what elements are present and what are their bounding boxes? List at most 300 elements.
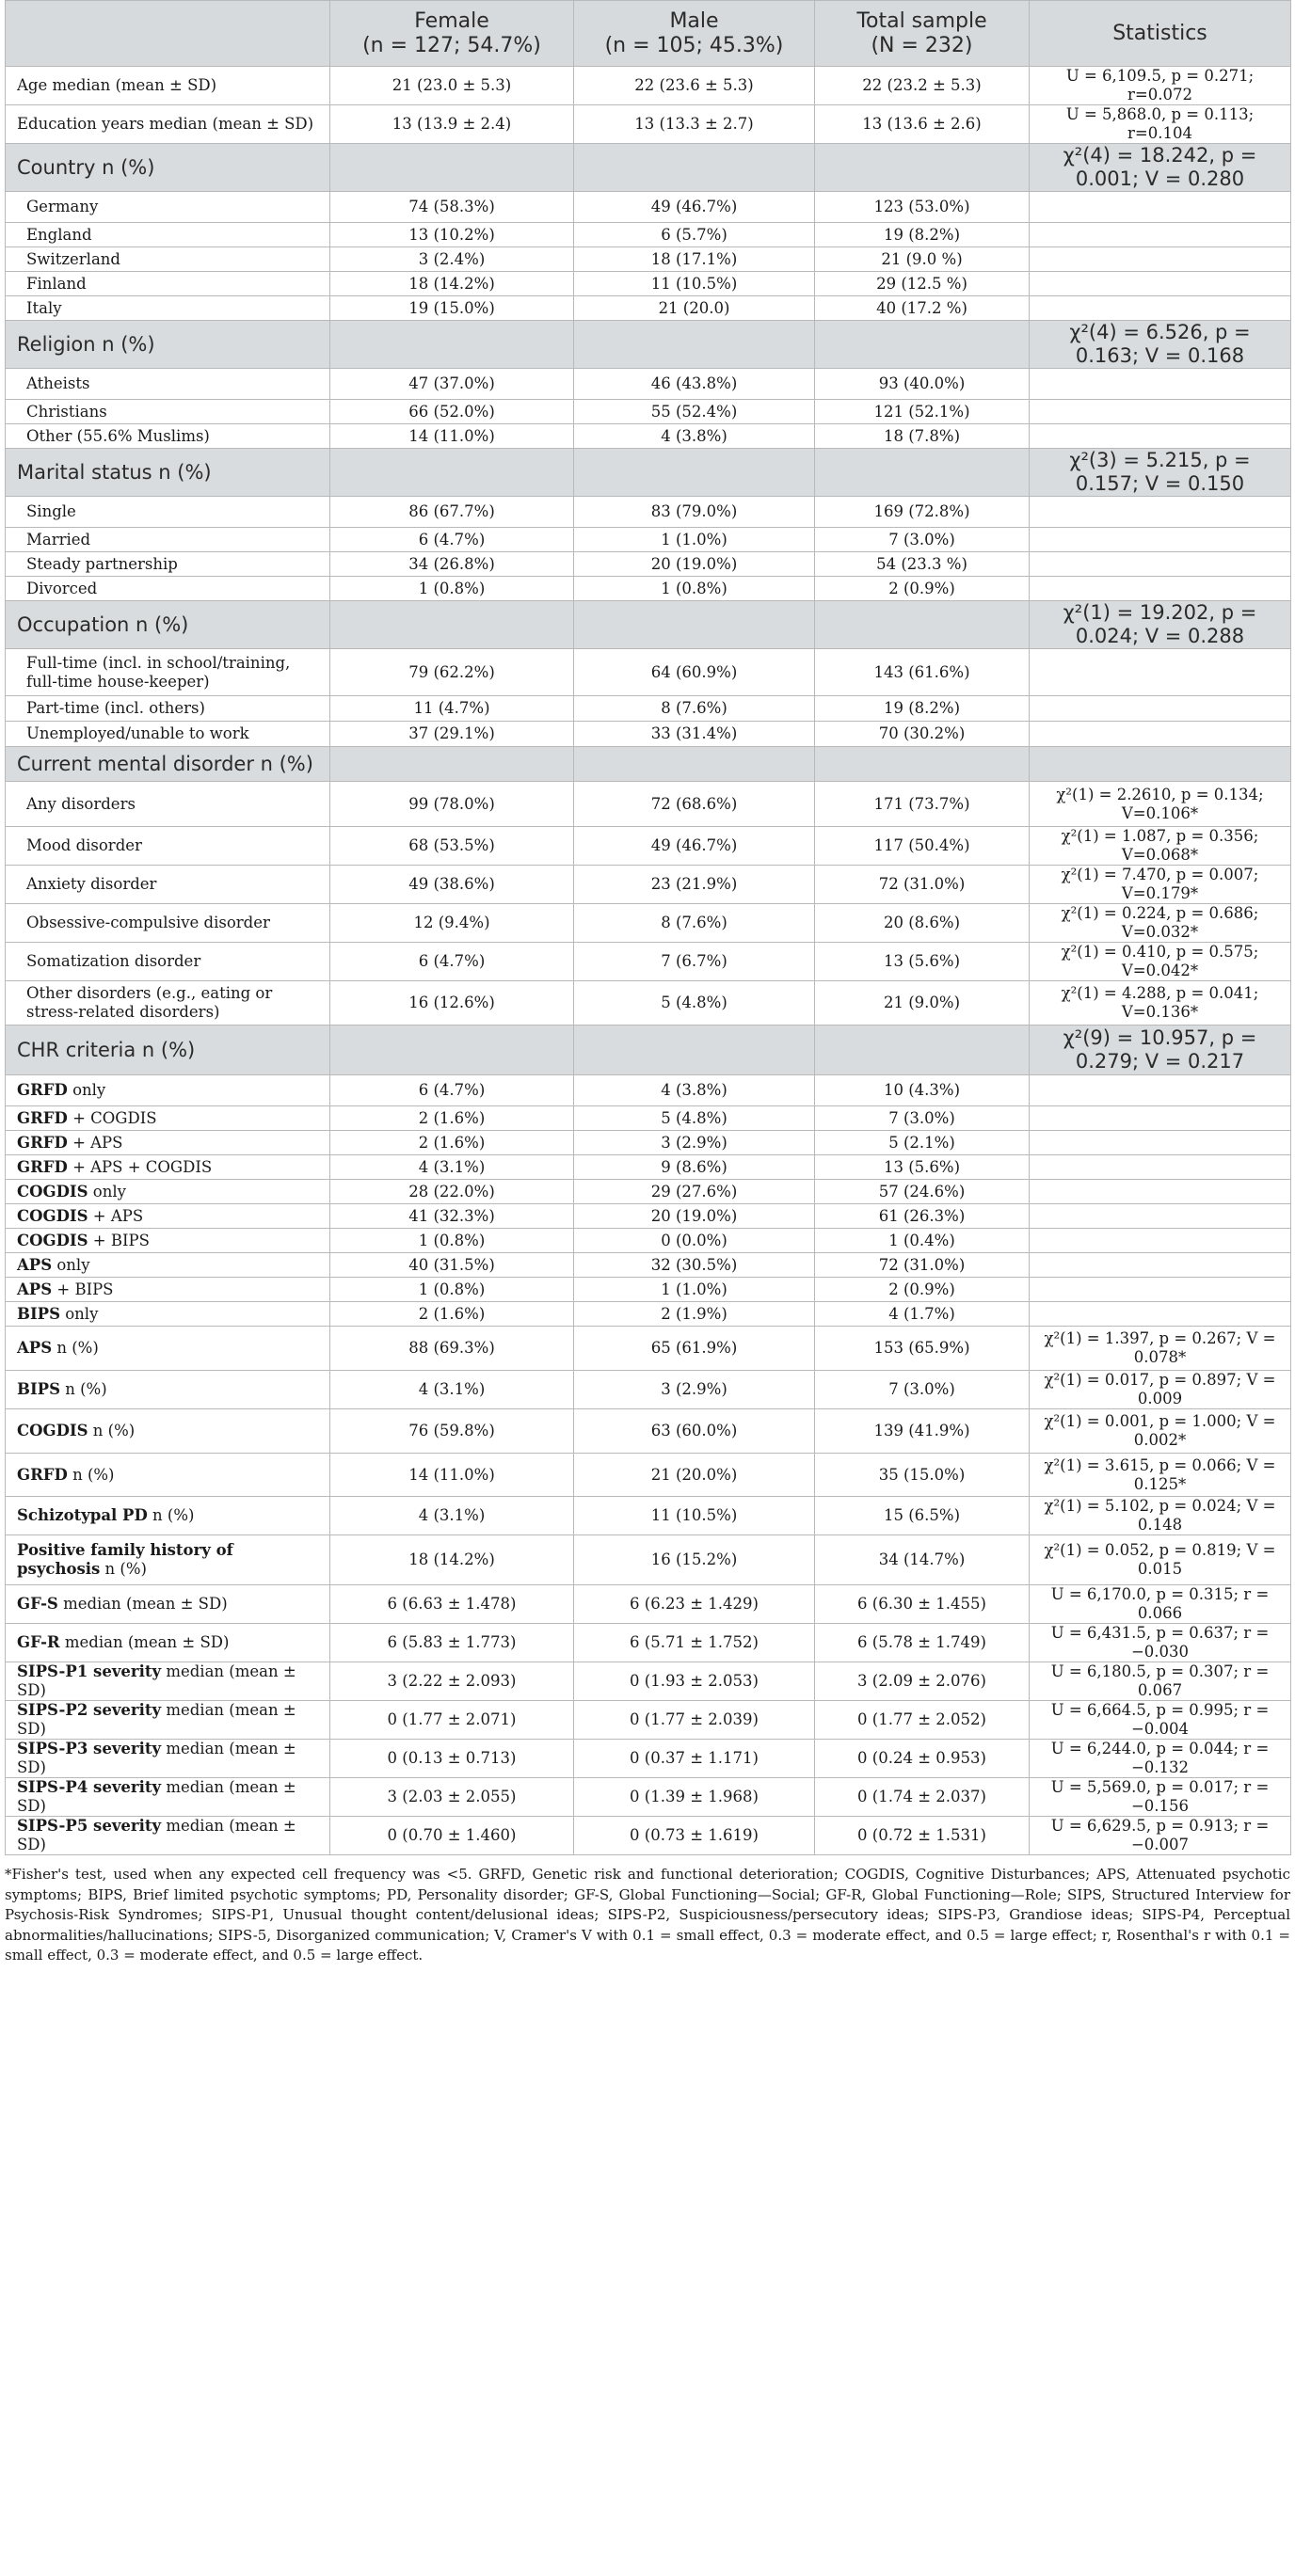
total-cell: 117 (50.4%) — [815, 827, 1030, 866]
female-cell — [330, 1026, 574, 1075]
female-cell: 18 (14.2%) — [330, 272, 574, 296]
female-cell — [330, 601, 574, 649]
table-row — [6, 400, 1291, 424]
table-row — [6, 1229, 1291, 1253]
male-cell: 1 (1.0%) — [574, 1278, 815, 1302]
male-cell: 13 (13.3 ± 2.7) — [574, 105, 815, 144]
total-cell: 10 (4.3%) — [815, 1075, 1030, 1106]
table-row — [6, 192, 1291, 223]
row-label: Other disorders (e.g., eating or stress-related disorders) — [6, 981, 330, 1026]
table-row — [6, 1662, 1291, 1701]
row-label: Any disorders — [6, 782, 330, 827]
total-cell: 121 (52.1%) — [815, 400, 1030, 424]
table-row — [6, 1409, 1291, 1454]
statistics-cell — [1030, 1180, 1291, 1204]
male-cell: 8 (7.6%) — [574, 696, 815, 722]
female-cell: 18 (14.2%) — [330, 1535, 574, 1585]
male-cell — [574, 601, 815, 649]
statistics-cell — [1030, 424, 1291, 449]
total-cell: 139 (41.9%) — [815, 1409, 1030, 1454]
total-cell: 169 (72.8%) — [815, 497, 1030, 528]
female-cell: 3 (2.03 ± 2.055) — [330, 1778, 574, 1817]
male-cell: 72 (68.6%) — [574, 782, 815, 827]
statistics-cell: χ²(1) = 7.470, p = 0.007; V=0.179* — [1030, 866, 1291, 904]
statistics-cell — [1030, 1302, 1291, 1327]
row-label: APS only — [6, 1253, 330, 1278]
header-male-n: (n = 105; 45.3%) — [604, 33, 784, 57]
row-label: COGDIS n (%) — [6, 1409, 330, 1454]
table-row — [6, 369, 1291, 400]
female-cell: 47 (37.0%) — [330, 369, 574, 400]
female-cell — [330, 144, 574, 192]
male-cell: 5 (4.8%) — [574, 981, 815, 1026]
male-cell: 21 (20.0) — [574, 296, 815, 321]
row-label: BIPS n (%) — [6, 1371, 330, 1409]
table-row — [6, 528, 1291, 552]
statistics-cell — [1030, 223, 1291, 247]
total-cell: 4 (1.7%) — [815, 1302, 1030, 1327]
statistics-cell — [1030, 747, 1291, 782]
statistics-cell: χ²(4) = 18.242, p = 0.001; V = 0.280 — [1030, 144, 1291, 192]
header-female — [330, 1, 574, 67]
header-male — [574, 1, 815, 67]
total-cell: 22 (23.2 ± 5.3) — [815, 67, 1030, 105]
row-label: SIPS-P3 severity median (mean ± SD) — [6, 1740, 330, 1778]
statistics-cell: U = 6,180.5, p = 0.307; r = 0.067 — [1030, 1662, 1291, 1701]
statistics-cell: χ²(1) = 1.087, p = 0.356; V=0.068* — [1030, 827, 1291, 866]
header-row — [6, 1, 1291, 67]
table-row — [6, 272, 1291, 296]
total-cell: 1 (0.4%) — [815, 1229, 1030, 1253]
statistics-cell: U = 6,244.0, p = 0.044; r = −0.132 — [1030, 1740, 1291, 1778]
female-cell: 88 (69.3%) — [330, 1327, 574, 1371]
male-cell: 3 (2.9%) — [574, 1371, 815, 1409]
row-label: Atheists — [6, 369, 330, 400]
total-cell: 0 (1.77 ± 2.052) — [815, 1701, 1030, 1740]
male-cell: 29 (27.6%) — [574, 1180, 815, 1204]
row-label: COGDIS + BIPS — [6, 1229, 330, 1253]
female-cell: 2 (1.6%) — [330, 1106, 574, 1131]
statistics-cell: U = 6,109.5, p = 0.271; r=0.072 — [1030, 67, 1291, 105]
statistics-cell — [1030, 1278, 1291, 1302]
statistics-cell — [1030, 192, 1291, 223]
male-cell: 6 (6.23 ± 1.429) — [574, 1585, 815, 1624]
male-cell: 49 (46.7%) — [574, 192, 815, 223]
statistics-cell — [1030, 577, 1291, 601]
statistics-cell: χ²(1) = 0.410, p = 0.575; V=0.042* — [1030, 943, 1291, 981]
section-row — [6, 1026, 1291, 1075]
statistics-cell: U = 5,569.0, p = 0.017; r = −0.156 — [1030, 1778, 1291, 1817]
table-row — [6, 497, 1291, 528]
male-cell: 7 (6.7%) — [574, 943, 815, 981]
table-row — [6, 1497, 1291, 1535]
male-cell: 4 (3.8%) — [574, 1075, 815, 1106]
row-label: SIPS-P1 severity median (mean ± SD) — [6, 1662, 330, 1701]
female-cell: 0 (0.70 ± 1.460) — [330, 1817, 574, 1855]
total-cell: 20 (8.6%) — [815, 904, 1030, 943]
total-cell: 93 (40.0%) — [815, 369, 1030, 400]
statistics-cell — [1030, 247, 1291, 272]
total-cell: 7 (3.0%) — [815, 1371, 1030, 1409]
female-cell: 6 (5.83 ± 1.773) — [330, 1624, 574, 1662]
statistics-cell — [1030, 1131, 1291, 1155]
total-cell: 13 (5.6%) — [815, 943, 1030, 981]
row-label: Germany — [6, 192, 330, 223]
table-row — [6, 904, 1291, 943]
section-row — [6, 747, 1291, 782]
female-cell: 74 (58.3%) — [330, 192, 574, 223]
row-label: Somatization disorder — [6, 943, 330, 981]
total-cell: 57 (24.6%) — [815, 1180, 1030, 1204]
male-cell: 33 (31.4%) — [574, 722, 815, 747]
row-label: SIPS-P5 severity median (mean ± SD) — [6, 1817, 330, 1855]
male-cell: 1 (1.0%) — [574, 528, 815, 552]
male-cell: 22 (23.6 ± 5.3) — [574, 67, 815, 105]
male-cell: 1 (0.8%) — [574, 577, 815, 601]
total-cell: 15 (6.5%) — [815, 1497, 1030, 1535]
male-cell: 32 (30.5%) — [574, 1253, 815, 1278]
table-row — [6, 1075, 1291, 1106]
table-row — [6, 1585, 1291, 1624]
row-label: England — [6, 223, 330, 247]
table-row — [6, 649, 1291, 696]
table-row — [6, 943, 1291, 981]
statistics-cell: χ²(1) = 3.615, p = 0.066; V = 0.125* — [1030, 1454, 1291, 1497]
statistics-cell — [1030, 649, 1291, 696]
row-label: Anxiety disorder — [6, 866, 330, 904]
male-cell: 11 (10.5%) — [574, 272, 815, 296]
male-cell: 20 (19.0%) — [574, 1204, 815, 1229]
total-cell: 6 (6.30 ± 1.455) — [815, 1585, 1030, 1624]
statistics-cell — [1030, 1229, 1291, 1253]
statistics-cell — [1030, 1253, 1291, 1278]
characteristics-table — [5, 0, 1291, 1855]
female-cell: 19 (15.0%) — [330, 296, 574, 321]
female-cell: 14 (11.0%) — [330, 424, 574, 449]
female-cell: 0 (0.13 ± 0.713) — [330, 1740, 574, 1778]
male-cell: 6 (5.71 ± 1.752) — [574, 1624, 815, 1662]
statistics-cell: χ²(1) = 2.2610, p = 0.134; V=0.106* — [1030, 782, 1291, 827]
male-cell — [574, 144, 815, 192]
table-row — [6, 1817, 1291, 1855]
female-cell: 13 (10.2%) — [330, 223, 574, 247]
statistics-cell — [1030, 400, 1291, 424]
total-cell: 21 (9.0 %) — [815, 247, 1030, 272]
statistics-cell — [1030, 1155, 1291, 1180]
statistics-cell: χ²(1) = 0.052, p = 0.819; V = 0.015 — [1030, 1535, 1291, 1585]
header-total — [815, 1, 1030, 67]
female-cell: 4 (3.1%) — [330, 1155, 574, 1180]
table-row — [6, 247, 1291, 272]
statistics-cell: χ²(4) = 6.526, p = 0.163; V = 0.168 — [1030, 321, 1291, 369]
total-cell — [815, 747, 1030, 782]
total-cell: 40 (17.2 %) — [815, 296, 1030, 321]
total-cell — [815, 601, 1030, 649]
female-cell: 1 (0.8%) — [330, 1278, 574, 1302]
female-cell: 2 (1.6%) — [330, 1131, 574, 1155]
statistics-cell: χ²(1) = 0.001, p = 1.000; V = 0.002* — [1030, 1409, 1291, 1454]
female-cell: 76 (59.8%) — [330, 1409, 574, 1454]
header-statistics — [1030, 1, 1291, 67]
female-cell — [330, 747, 574, 782]
male-cell: 23 (21.9%) — [574, 866, 815, 904]
table-row — [6, 67, 1291, 105]
header-total-title: Total sample — [856, 8, 987, 33]
female-cell: 4 (3.1%) — [330, 1497, 574, 1535]
total-cell — [815, 144, 1030, 192]
female-cell: 66 (52.0%) — [330, 400, 574, 424]
statistics-cell: χ²(1) = 0.224, p = 0.686; V=0.032* — [1030, 904, 1291, 943]
female-cell: 6 (4.7%) — [330, 1075, 574, 1106]
male-cell: 2 (1.9%) — [574, 1302, 815, 1327]
row-label: Unemployed/unable to work — [6, 722, 330, 747]
table-row — [6, 1180, 1291, 1204]
statistics-cell: U = 6,629.5, p = 0.913; r = −0.007 — [1030, 1817, 1291, 1855]
table-row — [6, 1253, 1291, 1278]
statistics-cell: χ²(3) = 5.215, p = 0.157; V = 0.150 — [1030, 449, 1291, 497]
header-male-title: Male — [669, 8, 719, 33]
table-row — [6, 1204, 1291, 1229]
male-cell: 20 (19.0%) — [574, 552, 815, 577]
row-label: GF-R median (mean ± SD) — [6, 1624, 330, 1662]
female-cell: 14 (11.0%) — [330, 1454, 574, 1497]
row-label: GF-S median (mean ± SD) — [6, 1585, 330, 1624]
male-cell: 0 (1.77 ± 2.039) — [574, 1701, 815, 1740]
male-cell: 0 (0.73 ± 1.619) — [574, 1817, 815, 1855]
table-row — [6, 1302, 1291, 1327]
statistics-cell — [1030, 369, 1291, 400]
male-cell: 9 (8.6%) — [574, 1155, 815, 1180]
total-cell: 171 (73.7%) — [815, 782, 1030, 827]
table-row — [6, 424, 1291, 449]
row-label: Education years median (mean ± SD) — [6, 105, 330, 144]
statistics-cell — [1030, 722, 1291, 747]
male-cell: 0 (0.37 ± 1.171) — [574, 1740, 815, 1778]
statistics-cell: χ²(1) = 19.202, p = 0.024; V = 0.288 — [1030, 601, 1291, 649]
female-cell: 11 (4.7%) — [330, 696, 574, 722]
section-row — [6, 449, 1291, 497]
row-label: Country n (%) — [6, 144, 330, 192]
male-cell: 49 (46.7%) — [574, 827, 815, 866]
male-cell: 4 (3.8%) — [574, 424, 815, 449]
footnote: *Fisher's test, used when any expected cell frequency was <5. GRFD, Genetic risk and functional deterioration; COGDIS, Cognitive Disturbances; APS, Attenuated psychotic symptoms; BIPS, Brief limited psychotic symptoms; PD, Personality disorder; GF-S, Global Functioning—Social; GF-R, Global Functioning—Role; SIPS, Structured Interview for Psychosis-Risk Syndromes; SIPS-P1, Unusual thought content/delusional ideas; SIPS-P2, Suspiciousness/persecutory ideas; SIPS-P3, Grandiose ideas; SIPS-P4, Perceptual abnormalities/hallucinations; SIPS-5, Disorganized communication; V, Cramer's V with 0.1 = small effect, 0.3 = moderate effect, and 0.5 = large effect; r, Rosenthal's r with 0.1 = small effect, 0.3 = moderate effect, and 0.5 = large effect. — [5, 1866, 1290, 1964]
row-label: COGDIS only — [6, 1180, 330, 1204]
female-cell: 2 (1.6%) — [330, 1302, 574, 1327]
total-cell: 21 (9.0%) — [815, 981, 1030, 1026]
row-label: Full-time (incl. in school/training, full-time house-keeper) — [6, 649, 330, 696]
total-cell: 7 (3.0%) — [815, 528, 1030, 552]
female-cell: 6 (4.7%) — [330, 528, 574, 552]
row-label: Occupation n (%) — [6, 601, 330, 649]
female-cell: 1 (0.8%) — [330, 1229, 574, 1253]
total-cell: 0 (0.72 ± 1.531) — [815, 1817, 1030, 1855]
female-cell: 12 (9.4%) — [330, 904, 574, 943]
total-cell: 7 (3.0%) — [815, 1106, 1030, 1131]
total-cell: 70 (30.2%) — [815, 722, 1030, 747]
statistics-cell — [1030, 528, 1291, 552]
row-label: Part-time (incl. others) — [6, 696, 330, 722]
table-row — [6, 1278, 1291, 1302]
total-cell: 29 (12.5 %) — [815, 272, 1030, 296]
statistics-cell: U = 6,431.5, p = 0.637; r = −0.030 — [1030, 1624, 1291, 1662]
total-cell: 34 (14.7%) — [815, 1535, 1030, 1585]
row-label: Christians — [6, 400, 330, 424]
table-row — [6, 1454, 1291, 1497]
table-row — [6, 223, 1291, 247]
row-label: Italy — [6, 296, 330, 321]
total-cell: 13 (5.6%) — [815, 1155, 1030, 1180]
row-label: SIPS-P4 severity median (mean ± SD) — [6, 1778, 330, 1817]
row-label: APS + BIPS — [6, 1278, 330, 1302]
table-row — [6, 827, 1291, 866]
female-cell: 68 (53.5%) — [330, 827, 574, 866]
statistics-cell — [1030, 296, 1291, 321]
female-cell — [330, 449, 574, 497]
total-cell: 72 (31.0%) — [815, 866, 1030, 904]
table-row — [6, 722, 1291, 747]
row-label: Age median (mean ± SD) — [6, 67, 330, 105]
statistics-cell — [1030, 696, 1291, 722]
table-row — [6, 105, 1291, 144]
male-cell: 55 (52.4%) — [574, 400, 815, 424]
statistics-cell: χ²(1) = 5.102, p = 0.024; V = 0.148 — [1030, 1497, 1291, 1535]
statistics-cell: χ²(9) = 10.957, p = 0.279; V = 0.217 — [1030, 1026, 1291, 1075]
male-cell: 18 (17.1%) — [574, 247, 815, 272]
section-row — [6, 601, 1291, 649]
statistics-cell: U = 6,664.5, p = 0.995; r = −0.004 — [1030, 1701, 1291, 1740]
table-row — [6, 782, 1291, 827]
row-label: GRFD only — [6, 1075, 330, 1106]
female-cell: 6 (6.63 ± 1.478) — [330, 1585, 574, 1624]
header-statistics-title: Statistics — [1112, 21, 1207, 45]
table-row — [6, 981, 1291, 1026]
header-female-title: Female — [414, 8, 489, 33]
male-cell — [574, 449, 815, 497]
row-label: COGDIS + APS — [6, 1204, 330, 1229]
header-total-n: (N = 232) — [871, 33, 973, 57]
table-row — [6, 1740, 1291, 1778]
row-label: Positive family history of psychosis n (%) — [6, 1535, 330, 1585]
total-cell: 143 (61.6%) — [815, 649, 1030, 696]
section-row — [6, 144, 1291, 192]
row-label: GRFD n (%) — [6, 1454, 330, 1497]
table-row — [6, 866, 1291, 904]
male-cell: 16 (15.2%) — [574, 1535, 815, 1585]
total-cell — [815, 321, 1030, 369]
row-label: Schizotypal PD n (%) — [6, 1497, 330, 1535]
statistics-cell — [1030, 1204, 1291, 1229]
statistics-cell: χ²(1) = 4.288, p = 0.041; V=0.136* — [1030, 981, 1291, 1026]
table-body — [6, 67, 1291, 1855]
male-cell: 64 (60.9%) — [574, 649, 815, 696]
total-cell: 19 (8.2%) — [815, 696, 1030, 722]
female-cell: 79 (62.2%) — [330, 649, 574, 696]
female-cell: 0 (1.77 ± 2.071) — [330, 1701, 574, 1740]
female-cell: 40 (31.5%) — [330, 1253, 574, 1278]
table-row — [6, 1327, 1291, 1371]
row-label: Religion n (%) — [6, 321, 330, 369]
table-row — [6, 1701, 1291, 1740]
female-cell: 16 (12.6%) — [330, 981, 574, 1026]
total-cell — [815, 449, 1030, 497]
female-cell: 99 (78.0%) — [330, 782, 574, 827]
row-label: Married — [6, 528, 330, 552]
table-row — [6, 296, 1291, 321]
row-label: Current mental disorder n (%) — [6, 747, 330, 782]
statistics-cell — [1030, 497, 1291, 528]
male-cell: 11 (10.5%) — [574, 1497, 815, 1535]
total-cell — [815, 1026, 1030, 1075]
total-cell: 0 (1.74 ± 2.037) — [815, 1778, 1030, 1817]
total-cell: 35 (15.0%) — [815, 1454, 1030, 1497]
total-cell: 5 (2.1%) — [815, 1131, 1030, 1155]
female-cell: 37 (29.1%) — [330, 722, 574, 747]
female-cell: 86 (67.7%) — [330, 497, 574, 528]
row-label: Steady partnership — [6, 552, 330, 577]
total-cell: 61 (26.3%) — [815, 1204, 1030, 1229]
male-cell: 6 (5.7%) — [574, 223, 815, 247]
male-cell: 21 (20.0%) — [574, 1454, 815, 1497]
row-label: Mood disorder — [6, 827, 330, 866]
male-cell — [574, 747, 815, 782]
total-cell: 153 (65.9%) — [815, 1327, 1030, 1371]
female-cell: 3 (2.4%) — [330, 247, 574, 272]
row-label: GRFD + COGDIS — [6, 1106, 330, 1131]
statistics-cell: χ²(1) = 1.397, p = 0.267; V = 0.078* — [1030, 1327, 1291, 1371]
row-label: Other (55.6% Muslims) — [6, 424, 330, 449]
row-label: APS n (%) — [6, 1327, 330, 1371]
total-cell: 123 (53.0%) — [815, 192, 1030, 223]
male-cell: 0 (1.39 ± 1.968) — [574, 1778, 815, 1817]
female-cell: 21 (23.0 ± 5.3) — [330, 67, 574, 105]
table-row — [6, 696, 1291, 722]
total-cell: 19 (8.2%) — [815, 223, 1030, 247]
total-cell: 54 (23.3 %) — [815, 552, 1030, 577]
male-cell — [574, 1026, 815, 1075]
table-row — [6, 1778, 1291, 1817]
male-cell: 3 (2.9%) — [574, 1131, 815, 1155]
row-label: GRFD + APS + COGDIS — [6, 1155, 330, 1180]
male-cell: 8 (7.6%) — [574, 904, 815, 943]
statistics-cell: χ²(1) = 0.017, p = 0.897; V = 0.009 — [1030, 1371, 1291, 1409]
total-cell: 6 (5.78 ± 1.749) — [815, 1624, 1030, 1662]
row-label: GRFD + APS — [6, 1131, 330, 1155]
male-cell: 63 (60.0%) — [574, 1409, 815, 1454]
row-label: Finland — [6, 272, 330, 296]
statistics-cell: U = 6,170.0, p = 0.315; r = 0.066 — [1030, 1585, 1291, 1624]
statistics-cell — [1030, 552, 1291, 577]
statistics-cell — [1030, 272, 1291, 296]
statistics-cell: U = 5,868.0, p = 0.113; r=0.104 — [1030, 105, 1291, 144]
header-blank — [6, 1, 330, 67]
row-label: Divorced — [6, 577, 330, 601]
table-row — [6, 1106, 1291, 1131]
table-row — [6, 1624, 1291, 1662]
table-row — [6, 1155, 1291, 1180]
row-label: Marital status n (%) — [6, 449, 330, 497]
statistics-cell — [1030, 1106, 1291, 1131]
row-label: BIPS only — [6, 1302, 330, 1327]
total-cell: 0 (0.24 ± 0.953) — [815, 1740, 1030, 1778]
female-cell — [330, 321, 574, 369]
female-cell: 13 (13.9 ± 2.4) — [330, 105, 574, 144]
table-row — [6, 1131, 1291, 1155]
table-row — [6, 552, 1291, 577]
female-cell: 3 (2.22 ± 2.093) — [330, 1662, 574, 1701]
male-cell: 5 (4.8%) — [574, 1106, 815, 1131]
female-cell: 49 (38.6%) — [330, 866, 574, 904]
section-row — [6, 321, 1291, 369]
